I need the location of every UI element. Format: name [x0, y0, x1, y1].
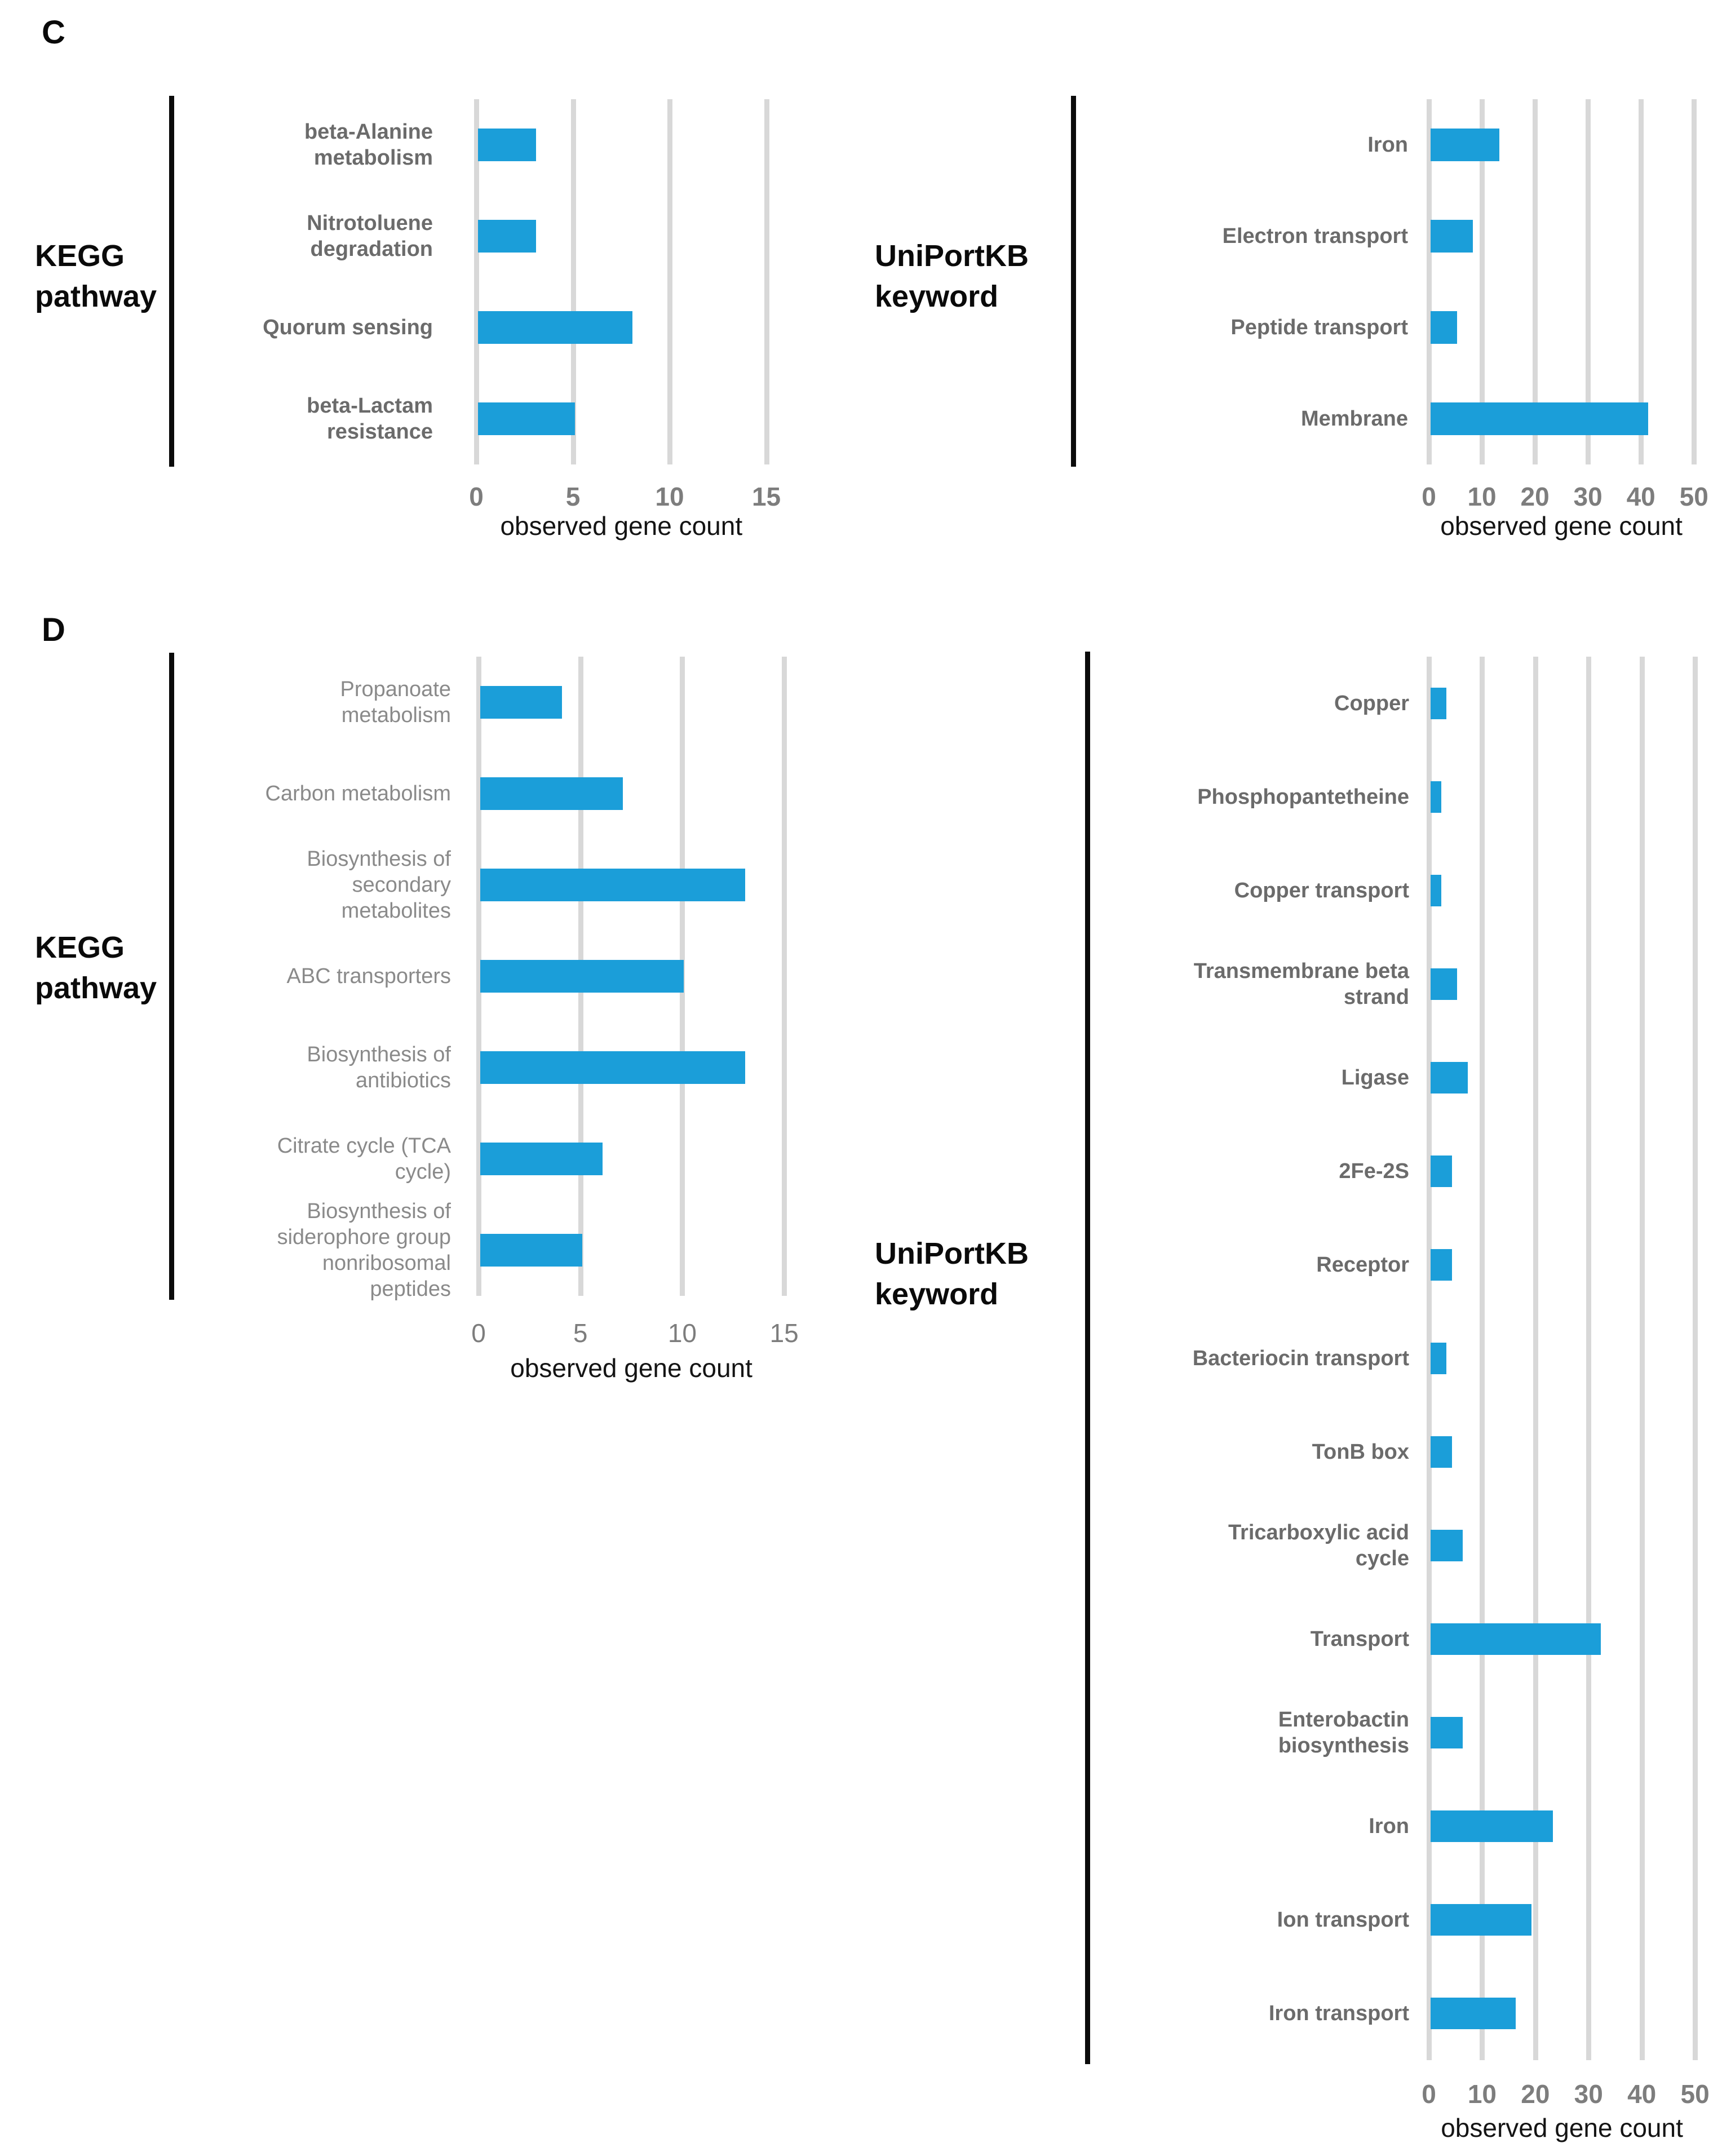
category-label-line: ABC transporters	[286, 964, 451, 988]
chart-group-label-line: keyword	[875, 1277, 999, 1311]
category-label-line: beta-Alanine	[304, 120, 433, 144]
category-label	[1092, 406, 1408, 432]
category-label-line: Iron transport	[1268, 2002, 1409, 2025]
category-label	[135, 846, 451, 924]
x-tick-label: 40	[1627, 2079, 1657, 2109]
bar	[1431, 1998, 1516, 2029]
gridline	[782, 657, 787, 1296]
bar	[1431, 1717, 1463, 1748]
x-tick-label: 0	[469, 482, 484, 511]
category-label	[135, 676, 451, 728]
x-axis-title: observed gene count	[510, 1353, 752, 1383]
category-label	[135, 1198, 451, 1302]
bar	[478, 402, 575, 435]
category-label-line: siderophore group	[277, 1225, 451, 1249]
x-tick-label: 15	[751, 482, 781, 511]
category-label-line: Enterobactin	[1278, 1708, 1409, 1732]
x-tick-label: 15	[769, 1318, 799, 1348]
category-label	[117, 119, 433, 171]
x-tick-label: 10	[1467, 482, 1497, 511]
category-label	[1092, 132, 1408, 158]
category-label-line: metabolism	[341, 703, 451, 727]
category-label-line: Biosynthesis of	[307, 1199, 451, 1223]
category-label-line: 2Fe-2S	[1339, 1159, 1409, 1183]
category-label-line: nonribosomal	[322, 1251, 451, 1275]
bar	[480, 960, 684, 993]
bar	[1431, 1062, 1468, 1094]
category-label	[1094, 1252, 1409, 1278]
category-label-line: Nitrotoluene	[307, 211, 433, 235]
x-tick-label: 30	[1574, 2079, 1603, 2109]
category-label-line: Propanoate	[340, 678, 451, 701]
bar	[1431, 781, 1441, 813]
category-label-line: secondary	[352, 873, 451, 897]
chart-group-label-line: pathway	[35, 971, 157, 1005]
bar	[1431, 1530, 1463, 1561]
gridline	[1480, 657, 1485, 2060]
category-label-line: Iron	[1367, 133, 1408, 157]
category-label-line: Phosphopantetheine	[1197, 785, 1409, 809]
bar	[480, 1234, 582, 1267]
x-tick-label: 0	[471, 1318, 486, 1348]
bar	[1431, 1249, 1452, 1281]
x-axis-title: observed gene count	[500, 511, 743, 541]
bar	[1431, 1623, 1601, 1655]
category-label-line: Biosynthesis of	[307, 1043, 451, 1066]
category-label-line: Tricarboxylic acid	[1228, 1521, 1409, 1544]
category-label	[1094, 1158, 1409, 1184]
bar	[1431, 311, 1457, 344]
bar	[480, 777, 623, 810]
gridline	[1692, 99, 1697, 464]
category-label	[1094, 1813, 1409, 1839]
x-tick-label: 0	[1422, 2079, 1436, 2109]
category-label-line: Transport	[1310, 1627, 1409, 1651]
axis-separator-line	[1071, 96, 1076, 467]
category-label-line: Membrane	[1300, 407, 1408, 431]
bar	[1431, 402, 1648, 435]
chart-group-label-line: KEGG	[35, 931, 125, 964]
chart-group-label-line: UniPortKB	[875, 239, 1029, 273]
chart-group-label-line: pathway	[35, 280, 157, 313]
category-label-line: peptides	[370, 1277, 451, 1301]
category-label	[1094, 690, 1409, 716]
category-label-line: Copper	[1334, 692, 1409, 715]
x-tick-label: 5	[573, 1318, 588, 1348]
category-label	[1094, 1439, 1409, 1465]
bar	[480, 686, 562, 719]
bar	[1431, 1343, 1446, 1374]
category-label-line: TonB box	[1312, 1440, 1409, 1464]
category-label	[1094, 1707, 1409, 1759]
category-label-line: cycle)	[395, 1160, 451, 1184]
category-label-line: Ligase	[1341, 1066, 1409, 1090]
x-tick-label: 10	[655, 482, 684, 511]
category-label	[1092, 223, 1408, 249]
category-label-line: Citrate cycle (TCA	[277, 1134, 451, 1158]
bar	[1431, 129, 1499, 161]
category-label-line: metabolism	[313, 146, 433, 170]
chart-group-label-line: KEGG	[35, 239, 125, 273]
chart-group-label-line: UniPortKB	[875, 1237, 1029, 1270]
category-label	[1094, 784, 1409, 810]
category-label-line: cycle	[1355, 1547, 1409, 1570]
category-label	[1094, 1345, 1409, 1371]
x-axis-title: observed gene count	[1441, 2113, 1683, 2142]
category-label	[1094, 1907, 1409, 1933]
bar	[480, 1143, 603, 1175]
x-tick-label: 10	[1467, 2079, 1497, 2109]
category-label-line: Ion transport	[1277, 1908, 1409, 1932]
category-label-line: Peptide transport	[1230, 316, 1408, 339]
category-label-line: Carbon metabolism	[265, 782, 451, 805]
x-tick-label: 5	[565, 482, 581, 511]
category-label	[1094, 2000, 1409, 2026]
gridline	[1533, 657, 1538, 2060]
category-label-line: antibiotics	[356, 1069, 451, 1092]
gridline	[1586, 657, 1591, 2060]
chart-group-label-line: keyword	[875, 280, 999, 313]
gridline	[667, 99, 672, 464]
category-label-line: Quorum sensing	[263, 316, 433, 339]
category-label	[135, 1133, 451, 1185]
category-label-line: Iron	[1369, 1814, 1409, 1838]
category-label	[1094, 1626, 1409, 1652]
x-tick-label: 20	[1521, 2079, 1550, 2109]
x-axis-title: observed gene count	[1440, 511, 1683, 541]
x-tick-label: 20	[1520, 482, 1550, 511]
category-label-line: Receptor	[1316, 1253, 1409, 1277]
x-tick-label: 10	[667, 1318, 697, 1348]
category-label-line: degradation	[310, 237, 433, 261]
category-label-line: Electron transport	[1222, 224, 1408, 248]
gridline	[764, 99, 769, 464]
bar	[1431, 688, 1446, 719]
category-label	[117, 315, 433, 340]
gridline	[1693, 657, 1698, 2060]
bar	[480, 1051, 745, 1084]
bar	[1431, 1156, 1452, 1187]
panel-label-d: D	[42, 612, 65, 648]
category-label	[1094, 1520, 1409, 1571]
chart-group-label	[875, 1233, 1029, 1314]
x-tick-label: 50	[1680, 2079, 1710, 2109]
chart-group-label	[875, 236, 1029, 317]
category-label-line: Transmembrane beta	[1193, 959, 1409, 983]
bar	[478, 129, 536, 161]
category-label-line: Bacteriocin transport	[1192, 1347, 1409, 1370]
bar	[478, 311, 632, 344]
panel-label-c: C	[42, 14, 65, 51]
category-label	[1092, 315, 1408, 340]
x-tick-label: 50	[1679, 482, 1708, 511]
bar	[1431, 1436, 1452, 1468]
bar	[1431, 220, 1473, 253]
x-tick-label: 0	[1422, 482, 1436, 511]
bar	[1431, 875, 1441, 906]
category-label	[117, 210, 433, 262]
category-label	[1094, 1065, 1409, 1091]
category-label	[135, 963, 451, 989]
x-tick-label: 40	[1626, 482, 1655, 511]
category-label	[117, 393, 433, 445]
x-tick-label: 30	[1573, 482, 1603, 511]
category-label-line: Biosynthesis of	[307, 847, 451, 871]
bar	[478, 220, 536, 253]
category-label-line: beta-Lactam	[307, 394, 433, 418]
category-label	[135, 1042, 451, 1094]
bar	[1431, 968, 1457, 1000]
category-label-line: metabolites	[341, 899, 451, 923]
axis-separator-line	[1085, 652, 1090, 2064]
gridline	[1640, 657, 1645, 2060]
bar	[1431, 1810, 1553, 1842]
category-label-line: biosynthesis	[1278, 1734, 1409, 1757]
bar	[1431, 1904, 1531, 1936]
category-label-line: Copper transport	[1234, 879, 1409, 902]
category-label-line: resistance	[326, 420, 433, 444]
category-label	[1094, 878, 1409, 904]
category-label	[1094, 958, 1409, 1010]
category-label-line: strand	[1343, 985, 1409, 1009]
bar	[480, 869, 745, 901]
category-label	[135, 781, 451, 807]
